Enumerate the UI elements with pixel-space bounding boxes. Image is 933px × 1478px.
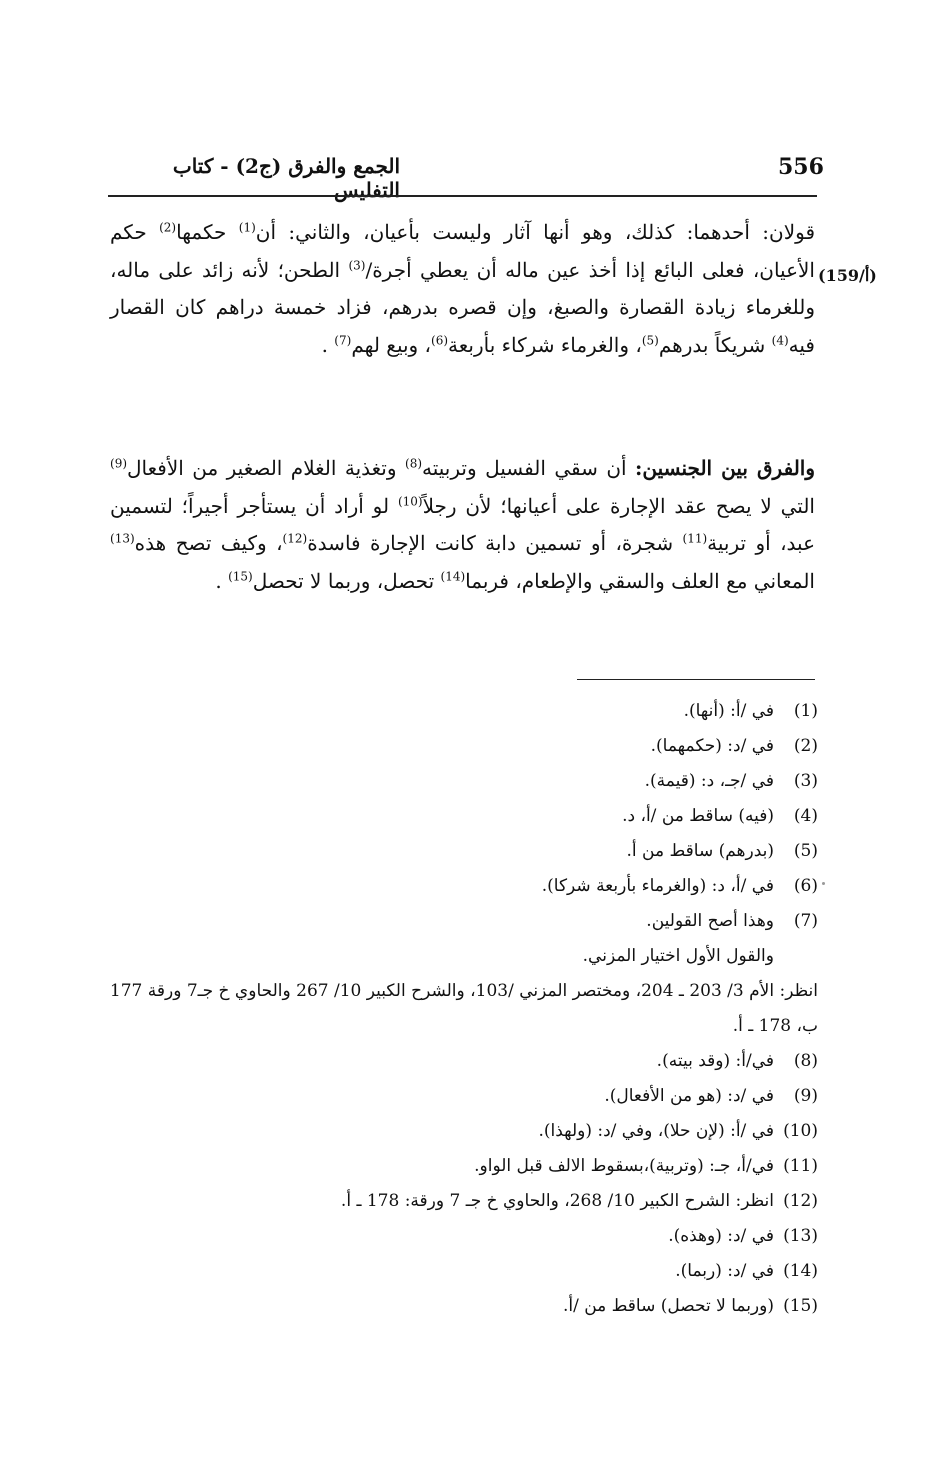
header-divider (108, 195, 817, 197)
footnote-text: في /جـ، د: (قيمة). (644, 771, 774, 791)
footnote-ref[interactable]: (8) (405, 456, 423, 471)
footnote-text: في/أ: (وقد بيته). (656, 1051, 774, 1071)
footnote-ref[interactable]: (9) (110, 456, 128, 471)
footnote-item (100, 694, 818, 729)
footnote-ref[interactable]: (3) (348, 257, 366, 272)
footnote-ref[interactable]: (5) (641, 332, 659, 347)
footnote-item (100, 1254, 818, 1289)
footnote-item (100, 1289, 818, 1324)
text-segment: أن سقي الفسيل وتربيته (422, 456, 627, 480)
footnote-item (100, 869, 818, 904)
text-segment: ، وكيف تصح هذه (134, 531, 283, 555)
footnote-reference-line: انظر: الأم 3/ 203 ـ 204، ومختصر المزني /103، والشرح الكبير 10/ 267 والحاوي خ جـ7 ورقة 177 ب، 178 ـ أ. (109, 981, 818, 1036)
footnote-item (100, 1114, 818, 1149)
text-segment: ، وبيع لهم (351, 332, 432, 357)
running-title: الجمع والفرق (ج2) - كتاب التفليس (172, 154, 400, 202)
footnote-item (100, 799, 818, 834)
footnote-text: في /أ: (لإن حلا)، وفي /د: (ولهذا). (538, 1121, 774, 1141)
footnote-text: وهذا أصح القولين. (646, 911, 774, 931)
footnote-number: (12) (783, 1191, 818, 1211)
footnote-item (100, 1079, 818, 1114)
footnote-number: (8) (793, 1051, 818, 1071)
text-segment: لو أراد أن يستأجر أجيراً؛ لتسمين عبد، أو تربية (110, 493, 816, 555)
text-segment: المعاني مع العلف والسقي والإطعام، فربما (465, 568, 815, 593)
paragraph-1 (110, 214, 815, 364)
text-segment: تحصل، وربما لا تحصل (252, 568, 435, 593)
footnote-number: (11) (783, 1156, 818, 1176)
paragraph-2 (110, 450, 815, 600)
footnote-ref[interactable]: (12) (282, 531, 308, 546)
footnote-text: (وربما لا تحصل) ساقط من /أ. (562, 1296, 774, 1316)
text-segment: قولان: أحدهما: كذلك، وهو أنها آثار وليست بأعيان، والثاني: أن (255, 220, 816, 244)
footnote-continuation: والقول الأول اختيار المزني. (582, 946, 774, 966)
footnote-number: (2) (793, 736, 818, 756)
footnote-number: (9) (793, 1086, 818, 1106)
footnote-text: في /د: (ربما). (675, 1261, 774, 1281)
footnotes (100, 694, 818, 1324)
footnote-number: (5) (793, 841, 818, 861)
footnote-item (100, 904, 818, 939)
footnote-text: (فيه) ساقط من /أ، د. (622, 806, 774, 826)
footnote-item (100, 834, 818, 869)
footnote-ref[interactable]: (14) (440, 568, 466, 583)
footnote-ref[interactable]: (11) (682, 531, 708, 546)
text-segment: . (215, 568, 222, 593)
footnote-text: في /د: (وهذه). (668, 1226, 774, 1246)
text-segment: ، والغرماء شركاء بأربعة (448, 332, 642, 357)
scan-speck (822, 882, 825, 885)
text-segment: . (321, 332, 328, 357)
section-lead: والفرق بين الجنسين: (635, 456, 816, 480)
page-number: 556 (778, 154, 824, 180)
footnote-number: (4) (793, 806, 818, 826)
footnote-ref[interactable]: (6) (431, 332, 449, 347)
footnote-text: في/أ، جـ: (وتربية)،بسقوط الالف قبل الواو. (474, 1156, 774, 1176)
footnote-item (100, 729, 818, 764)
footnote-text: (بدرهم) ساقط من أ. (626, 841, 774, 861)
footnote-item (100, 1184, 818, 1219)
footnote-number: (15) (783, 1296, 818, 1316)
footnote-number: (1) (793, 701, 818, 721)
text-segment: التي لا يصح عقد الإجارة على أعيانها؛ لأن رجلاً (422, 493, 815, 518)
footnote-text: انظر: الشرح الكبير 10/ 268، والحاوي خ جـ 7 ورقة: 178 ـ أ. (340, 1191, 774, 1211)
margin-folio-note: (159/أ) (818, 266, 877, 285)
footnote-number: (7) (793, 911, 818, 931)
footnote-ref[interactable]: (7) (334, 332, 352, 347)
text-segment: وتغذية الغلام الصغير من الأفعال (127, 456, 397, 480)
footnote-number: (10) (783, 1121, 818, 1141)
footnote-number: (6) (793, 876, 818, 896)
footnote-text: في /أ، د: (والغرماء بأربعة شركا). (541, 876, 774, 896)
footnote-ref[interactable]: (15) (228, 568, 253, 583)
footnote-divider (577, 679, 815, 680)
footnote-item (100, 1219, 818, 1254)
text-segment: شجرة، أو تسمين دابة كانت الإجارة فاسدة (307, 531, 674, 555)
footnote-text: في /د: (حكمهما). (650, 736, 774, 756)
text-segment: حكم الأعيان، فعلى البائع إذا أخذ عين ماله أن يعطي أجرة/ (110, 220, 815, 282)
footnote-item (100, 1044, 818, 1079)
footnote-ref[interactable]: (13) (110, 531, 135, 546)
footnote-number: (3) (793, 771, 818, 791)
footnote-ref[interactable]: (2) (159, 220, 177, 235)
text-segment: شريكاً بدرهم (658, 332, 766, 357)
footnote-number: (14) (783, 1261, 818, 1281)
footnote-ref[interactable]: (10) (397, 493, 423, 508)
text-segment: حكمها (176, 220, 227, 244)
footnote-text: في /أ: (أنها). (683, 701, 774, 721)
footnote-ref[interactable]: (1) (238, 220, 256, 235)
footnote-number: (13) (783, 1226, 818, 1246)
footnote-item (100, 1149, 818, 1184)
text-segment: الطحن؛ لأنه زائد على ماله، وللغرماء زيادة القصارة والصبغ، وإن قصره بدرهم، فزاد خمسة دراهم كان القصار فيه (110, 257, 815, 357)
footnote-ref[interactable]: (4) (771, 332, 789, 347)
footnote-text: في /د: (هو من الأفعال). (604, 1086, 774, 1106)
footnote-item (100, 764, 818, 799)
page-header (110, 150, 824, 202)
